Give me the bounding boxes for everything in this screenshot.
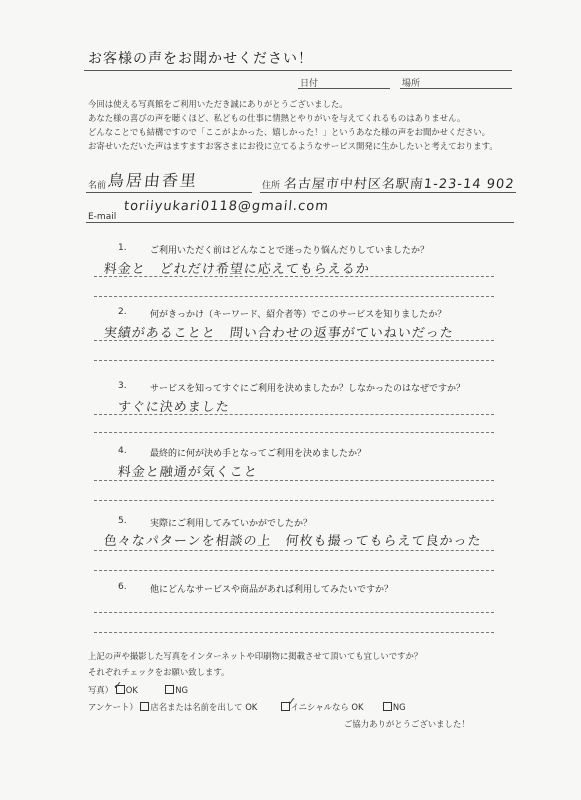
survey-name-ok-label: 店名または名前を出して OK: [150, 702, 258, 712]
question-text: 他にどんなサービスや商品があれば利用してみたいですか？: [150, 585, 394, 595]
email-line: [86, 222, 514, 223]
answer-line: [94, 632, 494, 633]
name-label: 名前: [88, 181, 107, 191]
question-number: 2.: [118, 307, 127, 317]
photo-ng-label: NG: [175, 685, 188, 695]
question-text: 実際にご利用してみていかがでしたか？: [150, 519, 313, 529]
address-value: 名古屋市中村区名駅南1-23-14 902: [283, 177, 516, 192]
name-line: [86, 192, 252, 193]
survey-ng-checkbox[interactable]: [383, 702, 392, 711]
consent-question: 上記の声や撮影した写真をインターネットや印刷物に掲載させて頂いても宜しいですか？: [88, 651, 423, 661]
answer-text: 実績があることと 問い合わせの返事がていねいだった: [103, 326, 455, 341]
check-mark-icon: ✓: [287, 695, 297, 708]
question-text: サービスを知ってすぐにご利用を決めましたか？しなかったのはなぜですか？: [150, 384, 466, 394]
answer-line: [94, 500, 494, 501]
thanks-message: ご協力ありがとうございました！: [344, 719, 470, 729]
email-label: E-mail: [88, 212, 117, 222]
survey-consent-label: アンケート）: [88, 702, 138, 712]
answer-line: [94, 414, 494, 415]
answer-line: [94, 612, 494, 613]
survey-initial-ok-label: イニシャルなら OK: [290, 702, 364, 712]
answer-line: [94, 480, 494, 481]
date-line: [298, 88, 390, 89]
intro-line-2: あなた様の喜びの声を聴くほど、私どもの仕事に情熱とやりがいを与えてくれるものはありません。: [88, 113, 466, 123]
answer-line: [94, 276, 494, 277]
answer-line: [94, 432, 494, 433]
answer-line: [94, 360, 494, 361]
title-underline: [84, 70, 512, 71]
form-title: お客様の声をお聞かせください！: [88, 51, 313, 67]
question-number: 5.: [118, 516, 127, 526]
date-label: 日付: [300, 79, 319, 89]
question-text: 最終的に何が決め手となってご利用を決めましたか？: [150, 449, 367, 459]
consent-instruction: それぞれチェックをお願い致します。: [88, 667, 230, 677]
email-value: toriiyukari0118@gmail.com: [123, 199, 330, 214]
answer-text: すぐに決めました: [117, 400, 231, 415]
check-mark-icon: ✓: [113, 679, 123, 692]
survey-name-ok-checkbox[interactable]: [140, 702, 149, 711]
address-label: 住所: [262, 181, 281, 191]
place-label: 場所: [402, 79, 421, 89]
photo-consent-label: 写真）: [88, 685, 114, 695]
question-number: 3.: [118, 381, 127, 391]
name-value: 鳥居由香里: [106, 171, 199, 190]
address-line: [260, 192, 516, 193]
answer-text: 色々なパターンを相談の上 何枚も撮ってもらえて良かった: [103, 534, 483, 549]
photo-ng-checkbox[interactable]: [165, 685, 174, 694]
intro-line-3: どんなことでも結構ですので「ここがよかった、嬉しかった！」というあなた様の声をお聞かせください。: [88, 127, 490, 137]
question-text: 何がきっかけ（キーワード、紹介者等）でこのサービスを知りましたか？: [150, 310, 447, 320]
photo-ok-label: OK: [125, 685, 138, 695]
answer-text: 料金と融通が気くこと: [117, 465, 259, 480]
question-text: ご利用いただく前はどんなことで迷ったり悩んだりしていましたか？: [150, 246, 430, 256]
photo-consent-row: [88, 684, 188, 696]
answer-text: 料金と どれだけ希望に応えてもらえるか: [103, 262, 371, 277]
answer-line: [94, 340, 494, 341]
place-line: [400, 88, 512, 89]
intro-line-4: お寄せいただいた声はますますお客さまにお役に立てるようなサービス開発に生かしたいと考えております。: [88, 141, 498, 151]
question-number: 1.: [118, 243, 127, 253]
intro-line-1: 今回は使える写真館をご利用いただき誠にありがとうございました。: [88, 99, 348, 109]
answer-line: [94, 570, 494, 571]
answer-line: [94, 550, 494, 551]
survey-consent-row: [88, 701, 406, 713]
answer-line: [94, 296, 494, 297]
survey-ng-label: NG: [392, 702, 406, 712]
question-number: 6.: [118, 582, 127, 592]
question-number: 4.: [118, 446, 127, 456]
